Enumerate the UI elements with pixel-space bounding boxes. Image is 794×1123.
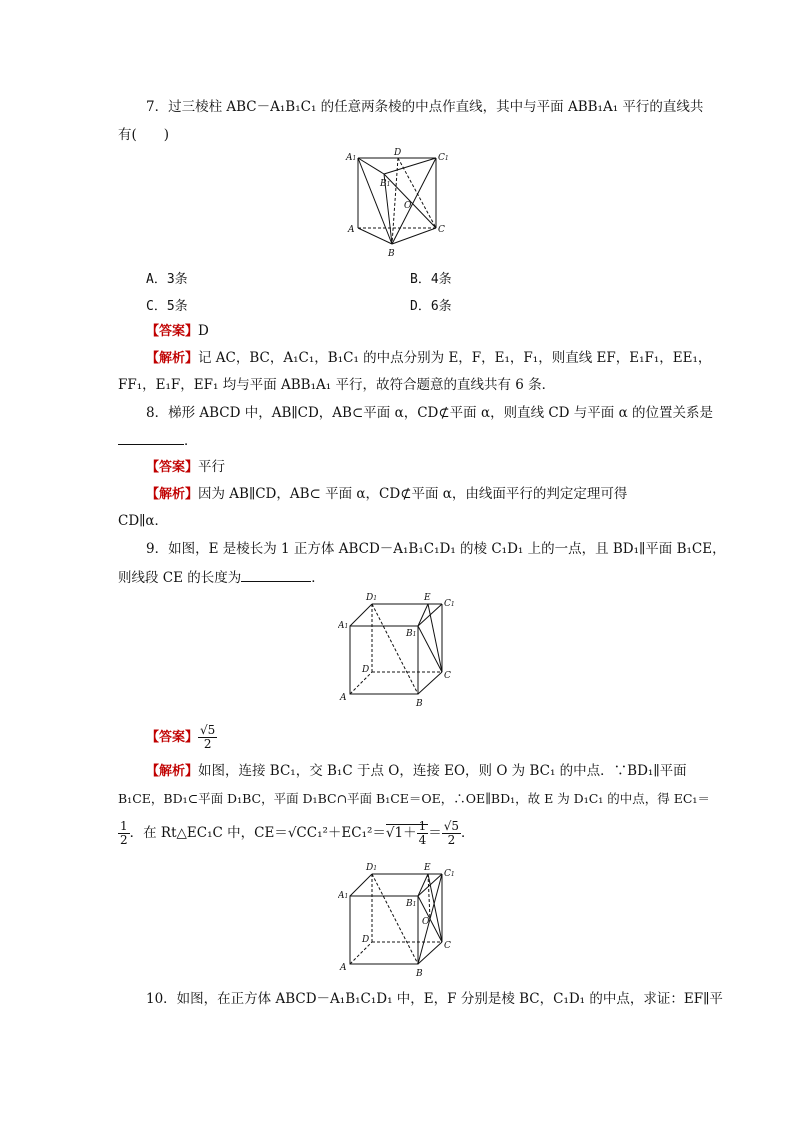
q7-stem-line2: 有( ) xyxy=(118,127,170,143)
q7-stem-line1: 7．过三棱柱 ABC－A₁B₁C₁ 的任意两条棱的中点作直线，其中与平面 ABB₁A₁ 平行的直线共 xyxy=(146,99,704,115)
q9-analysis-cube-figure xyxy=(338,862,462,980)
q8-analysis-line1: 【解析】因为 AB∥CD，AB⊂ 平面 α，CD⊄平面 α，由线面平行的判定定理可得 xyxy=(146,486,628,502)
q9-label-c: C xyxy=(444,671,451,681)
q7-label-c: C xyxy=(438,225,445,235)
q7-label-b1: B1 xyxy=(380,179,391,189)
q9b-label-c1: C1 xyxy=(444,869,455,879)
q7-label-o: O xyxy=(404,201,412,211)
q10-stem-line1: 10．如图，在正方体 ABCD－A₁B₁C₁D₁ 中，E，F 分别是棱 BC，C₁D₁ 的中点，求证：EF∥平 xyxy=(146,991,723,1007)
q9-cube-figure xyxy=(338,590,462,710)
q9-analysis-line1: 【解析】如图，连接 BC₁，交 B₁C 于点 O，连接 EO，则 O 为 BC₁ 的中点．∵BD₁∥平面 xyxy=(146,763,687,779)
q9-label-e: E xyxy=(424,593,431,603)
q8-analysis-line2: CD∥α． xyxy=(118,513,169,529)
q8-answer: 【答案】平行 xyxy=(146,459,226,475)
q7-answer: 【答案】D xyxy=(146,323,209,339)
q7-label-b: B xyxy=(388,249,395,259)
q9-label-c1: C1 xyxy=(444,599,455,609)
q7-analysis-line2: FF₁，E₁F，EF₁ 均与平面 ABB₁A₁ 平行，故符合题意的直线共有 6 条． xyxy=(118,377,556,393)
q9-label-a: A xyxy=(340,693,347,703)
q9-answer-fraction: $\frac{√5}{2}$ xyxy=(200,723,216,751)
q9-analysis-line3: $\frac{1}{2}$ ．在 Rt△EC₁C 中，CE＝√CC₁²＋EC₁²＝√1＋ $\frac{1}{4}$ ＝ $\frac{√5}{2}$ ． xyxy=(120,819,475,847)
q9b-label-e: E xyxy=(424,863,431,873)
q9-answer: 【答案】 $\frac{√5}{2}$ xyxy=(146,723,216,751)
q9b-label-d: D xyxy=(362,935,370,945)
q7-label-a: A xyxy=(348,225,355,235)
q7-option-d: D．6条 xyxy=(410,299,452,314)
q9-label-b1: B1 xyxy=(406,629,417,639)
q9b-label-a1: A1 xyxy=(338,891,349,901)
q7-option-c: C．5条 xyxy=(146,299,188,314)
q8-answer-blank xyxy=(118,430,184,445)
q9-answer-blank xyxy=(241,567,311,582)
q9-label-a1: A1 xyxy=(338,621,349,631)
q7-option-b: B．4条 xyxy=(410,272,452,287)
q9-label-d: D xyxy=(362,665,370,675)
q7-analysis-line1: 【解析】记 AC，BC，A₁C₁，B₁C₁ 的中点分别为 E，F，E₁，F₁，则直线 EF，E₁F₁，EE₁， xyxy=(146,350,712,366)
q9b-label-b: B xyxy=(416,969,423,979)
q9b-label-b1: B1 xyxy=(406,899,417,909)
q9-label-b: B xyxy=(416,699,423,709)
q9b-label-o: O xyxy=(422,917,430,927)
q9b-label-c: C xyxy=(444,941,451,951)
q9b-label-d1: D1 xyxy=(366,863,378,873)
q7-prism-figure xyxy=(340,146,460,262)
q7-label-d: D xyxy=(394,148,402,158)
q7-label-a1: A1 xyxy=(346,153,357,163)
q9-analysis-line2: B₁CE，BD₁⊂平面 D₁BC，平面 D₁BC∩平面 B₁CE＝OE，∴OE∥BD₁，故 E 为 D₁C₁ 的中点，得 EC₁＝ xyxy=(118,791,710,806)
q9-label-d1: D1 xyxy=(366,593,378,603)
q7-option-a: A．3条 xyxy=(146,272,188,287)
q9-stem-line1: 9．如图，E 是棱长为 1 正方体 ABCD－A₁B₁C₁D₁ 的棱 C₁D₁ 上的一点，且 BD₁∥平面 B₁CE， xyxy=(146,541,726,557)
q9-stem-line2: 则线段 CE 的长度为 ． xyxy=(118,567,325,587)
q9b-label-a: A xyxy=(340,963,347,973)
q8-stem-line1: 8．梯形 ABCD 中，AB∥CD，AB⊂平面 α，CD⊄平面 α，则直线 CD 与平面 α 的位置关系是 xyxy=(146,405,713,421)
q7-label-c1: C1 xyxy=(438,153,449,163)
q8-stem-line2: ． xyxy=(118,430,198,450)
